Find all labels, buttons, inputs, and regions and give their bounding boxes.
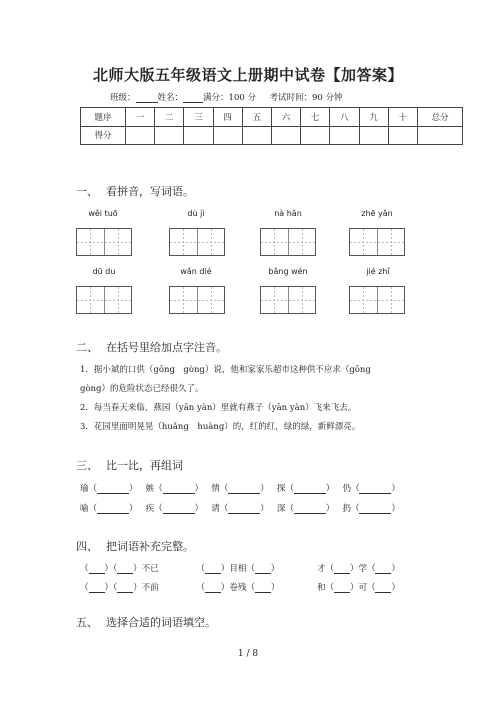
section-number: 四、: [76, 540, 98, 553]
answer-blank[interactable]: [359, 504, 391, 514]
idiom-item: [80, 581, 159, 593]
score-cell[interactable]: [388, 126, 417, 145]
idiom-row: [80, 581, 400, 593]
score-cell[interactable]: [126, 126, 155, 145]
text: ）卷残（: [220, 583, 255, 593]
pinyin: zhē yǎn: [361, 209, 393, 218]
header-cell: 总分: [418, 108, 463, 127]
answer-blank[interactable]: [117, 583, 133, 593]
answer-blank[interactable]: [163, 484, 195, 494]
tianzige-box[interactable]: [349, 228, 405, 256]
compare-item: 情（ ）: [211, 484, 269, 494]
score-cell[interactable]: [418, 126, 463, 145]
char: 仍: [342, 484, 351, 494]
text: 和（: [316, 583, 334, 593]
compare-item: 喻（ ）: [80, 504, 138, 514]
answer-blank[interactable]: [205, 583, 221, 593]
score-cell[interactable]: [359, 126, 388, 145]
tianzige-box[interactable]: [76, 228, 132, 256]
pinyin: dù jì: [187, 209, 205, 218]
section-number: 一、: [76, 185, 98, 198]
score-cell[interactable]: [242, 126, 271, 145]
text: ）（: [104, 564, 118, 574]
section-4-heading: [76, 538, 194, 554]
score-table-header: [81, 108, 463, 127]
header-cell: 八: [330, 108, 359, 127]
class-label: 班级：: [110, 93, 136, 103]
score-cell[interactable]: [271, 126, 300, 145]
pinyin: bǎng wén: [268, 267, 308, 276]
char: 请: [211, 504, 220, 514]
section-title: 在括号里给加点字注音。: [106, 341, 227, 354]
pinyin: jié zhǐ: [366, 267, 390, 276]
pinyin: wěi tuō: [88, 209, 118, 218]
compare-item: 疾（ ）: [145, 504, 204, 514]
pinyin: nà hǎn: [274, 209, 302, 218]
text: （: [80, 583, 89, 593]
score-cell[interactable]: [301, 126, 330, 145]
answer-blank[interactable]: [205, 564, 221, 574]
answer-blank[interactable]: [294, 504, 326, 514]
idiom-row: [80, 562, 400, 574]
answer-blank[interactable]: [255, 564, 271, 574]
header-cell: 二: [155, 108, 184, 127]
idiom-item: [196, 581, 279, 593]
idiom-item: [80, 562, 159, 574]
row-label: 得分: [81, 126, 126, 145]
text: ）: [270, 564, 280, 574]
tianzige-box[interactable]: [76, 286, 132, 314]
text: ）可（: [349, 583, 376, 593]
question-line: 1．据小斌的口供（gōng gòng）说，他和家家乐超市这种供不应求（gōng: [80, 365, 371, 375]
section-number: 二、: [76, 341, 98, 354]
idiom-item: [317, 581, 400, 593]
score-cell[interactable]: [330, 126, 359, 145]
question-line: 3．花园里面明晃晃（huǎng huàng）的，红的红，绿的绿，新鲜漂亮。: [80, 422, 361, 432]
answer-blank[interactable]: [163, 504, 195, 514]
section-title: 选择合适的词语填空。: [106, 616, 216, 629]
word-row: [80, 482, 400, 494]
answer-blank[interactable]: [255, 583, 271, 593]
char: 情: [211, 484, 220, 494]
section-5-heading: [76, 614, 216, 630]
section-number: 五、: [76, 616, 98, 629]
header-cell: 三: [184, 108, 213, 127]
full-score: 满分：100 分: [203, 93, 256, 103]
score-table: [80, 107, 463, 145]
tianzige-box[interactable]: [260, 228, 316, 256]
text: （: [196, 583, 205, 593]
header-cell: 七: [301, 108, 330, 127]
text: ）: [391, 564, 400, 574]
answer-blank[interactable]: [294, 484, 326, 494]
compare-item: 深（ ）: [276, 504, 335, 514]
answer-blank[interactable]: [359, 484, 391, 494]
section-3-heading: [76, 457, 183, 473]
question-line: 2．每当春天来临，燕园（yān yàn）里就有燕子（yān yàn）飞来飞去。: [80, 403, 357, 413]
section-number: 三、: [76, 459, 98, 472]
tianzige-box[interactable]: [169, 286, 225, 314]
compare-item: 仍（ ）: [342, 484, 400, 494]
section-2-heading: [76, 339, 227, 355]
class-blank[interactable]: [136, 93, 158, 103]
compare-item: 瑜（ ）: [80, 484, 138, 494]
text: （: [196, 564, 205, 574]
exam-title: 北师大版五年级语文上册期中试卷【加答案】: [92, 66, 403, 84]
page-number: 1 / 8: [237, 649, 259, 659]
header-cell: 四: [213, 108, 242, 127]
answer-blank[interactable]: [97, 484, 129, 494]
char: 扔: [342, 504, 351, 514]
char: 疾: [145, 504, 155, 514]
compare-item: 嫉（ ）: [145, 484, 204, 494]
compare-item: 探（ ）: [276, 484, 335, 494]
text: 才（: [316, 564, 334, 574]
header-cell: 题序: [81, 108, 126, 127]
score-cell[interactable]: [184, 126, 213, 145]
text: ）: [270, 583, 280, 593]
score-table-row: [81, 126, 463, 145]
char: 嫉: [145, 484, 155, 494]
text: ）目相（: [220, 564, 255, 574]
section-1-heading: [76, 183, 194, 199]
char: 瑜: [80, 484, 89, 494]
char: 深: [276, 504, 286, 514]
char: 喻: [80, 504, 89, 514]
score-cell[interactable]: [155, 126, 184, 145]
answer-blank[interactable]: [228, 504, 260, 514]
idiom-item: [196, 562, 279, 574]
header-cell: 五: [242, 108, 271, 127]
section-title: 比一比，再组词: [106, 459, 183, 472]
header-cell: 六: [271, 108, 300, 127]
word-row: [80, 502, 400, 514]
answer-blank[interactable]: [375, 564, 391, 574]
answer-blank[interactable]: [334, 564, 350, 574]
text: ）学（: [349, 564, 376, 574]
compare-item: 扔（ ）: [342, 504, 400, 514]
text: ）: [391, 583, 400, 593]
tianzige-box[interactable]: [260, 286, 316, 314]
answer-blank[interactable]: [375, 583, 391, 593]
question-line: gòng）的危险状态已经很久了。: [80, 384, 204, 394]
text: ）不前: [133, 583, 159, 593]
answer-blank[interactable]: [117, 564, 133, 574]
name-blank[interactable]: [183, 93, 203, 103]
idiom-item: [317, 562, 400, 574]
section-title: 把词语补充完整。: [106, 540, 194, 553]
pinyin: dū du: [92, 267, 116, 276]
char: 探: [276, 484, 286, 494]
answer-blank[interactable]: [334, 583, 350, 593]
section-title: 看拼音，写词语。: [106, 185, 194, 198]
compare-item: 请（ ）: [211, 504, 269, 514]
text: ）不已: [133, 564, 159, 574]
answer-blank[interactable]: [97, 504, 129, 514]
header-cell: 一: [126, 108, 155, 127]
answer-blank[interactable]: [228, 484, 260, 494]
tianzige-box[interactable]: [169, 228, 225, 256]
answer-blank[interactable]: [89, 583, 105, 593]
text: （: [80, 564, 89, 574]
tianzige-box[interactable]: [349, 286, 405, 314]
header-cell: 十: [388, 108, 417, 127]
exam-time: 考试时间：90 分钟: [269, 93, 343, 103]
text: ）（: [104, 583, 118, 593]
name-label: 姓名：: [157, 93, 184, 103]
score-cell[interactable]: [213, 126, 242, 145]
answer-blank[interactable]: [89, 564, 105, 574]
header-cell: 九: [359, 108, 388, 127]
exam-info: [110, 91, 343, 103]
pinyin: wǎn dié: [180, 267, 212, 276]
